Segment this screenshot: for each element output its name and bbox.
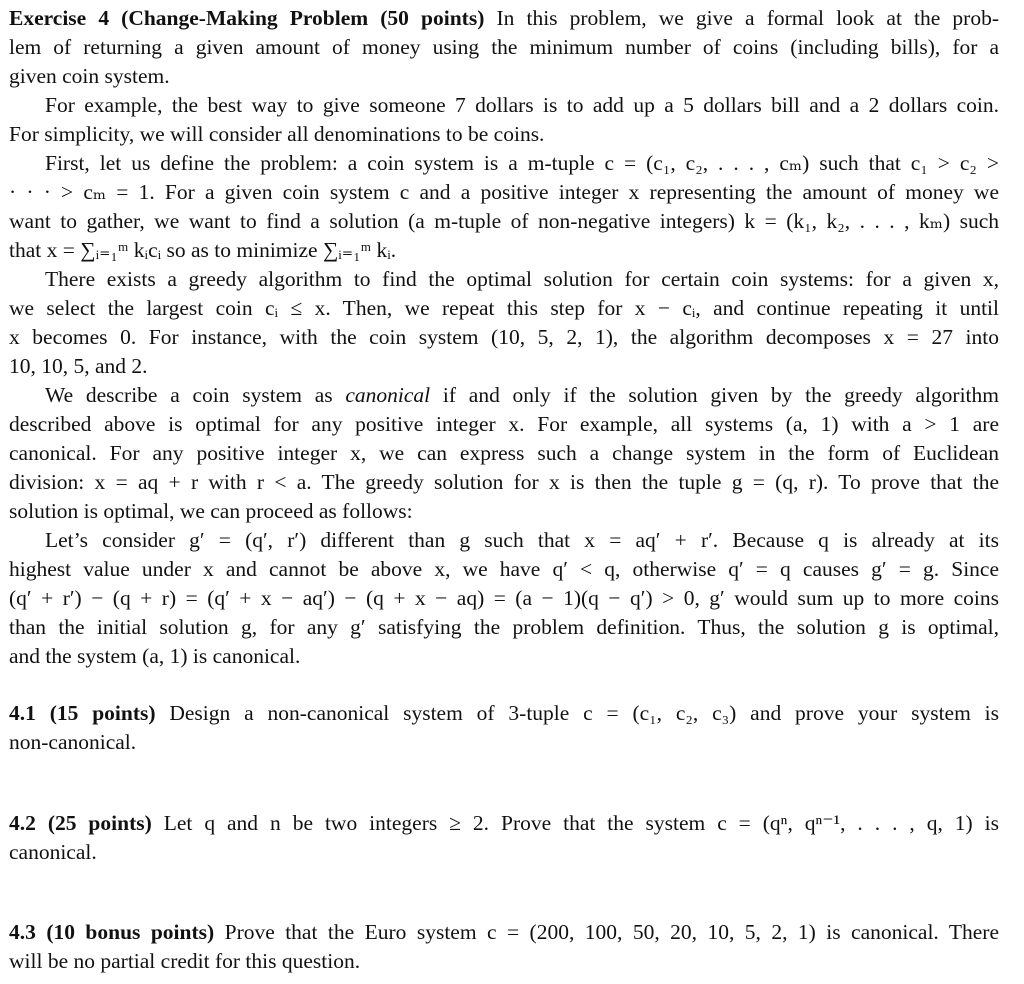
canonical-line-1	[9, 381, 999, 410]
canonical-term: canonical	[345, 383, 431, 407]
canonical-line-2: described above is optimal for any positive integer x. For example, all systems (a, 1) with a > 1 are	[9, 412, 999, 436]
exercise-text: In this problem, we give a formal look at the prob-	[484, 6, 999, 30]
definition-line-3: want to gather, we want to find a solution (a m-tuple of non-negative integers) k = (k₁, k₂, . . . , kₘ) such	[9, 209, 999, 233]
question-4-1-label: 4.1 (15 points)	[9, 701, 156, 725]
canonical-line-5: solution is optimal, we can proceed as follows:	[9, 499, 413, 523]
greedy-line-3: x becomes 0. For instance, with the coin system (10, 5, 2, 1), the algorithm decomposes x = 27 into	[9, 325, 999, 349]
example-line-1: For example, the best way to give someone 7 dollars is to add up a 5 dollars bill and a 2 dollars coin.	[45, 93, 999, 117]
question-4-2-line-2: canonical.	[9, 840, 97, 864]
question-4-3-text: Prove that the Euro system c = (200, 100, 50, 20, 10, 5, 2, 1) is canonical. There	[214, 920, 999, 944]
canonical-text-a: We describe a coin system as	[45, 383, 346, 407]
question-4-3-line-2: will be no partial credit for this question.	[9, 949, 361, 973]
definition-line-2: · · · > cₘ = 1. For a given coin system c and a positive integer x representing the amount of money we	[9, 180, 999, 204]
definition-line-1: First, let us define the problem: a coin system is a m-tuple c = (c₁, c₂, . . . , cₘ) such that c₁ > c₂ >	[45, 151, 999, 175]
canonical-line-3: canonical. For any positive integer x, we can express such a change system in the form of Euclidean	[9, 441, 999, 465]
question-4-3-label: 4.3 (10 bonus points)	[9, 920, 215, 944]
question-4-3	[9, 918, 999, 947]
question-4-1-text: Design a non-canonical system of 3-tuple c = (c₁, c₂, c₃) and prove your system is	[155, 701, 999, 725]
proof-line-2: highest value under x and cannot be above x, we have q′ < q, otherwise q′ = q causes g′ = g. Since	[9, 557, 999, 581]
proof-line-3: (q′ + r′) − (q + r) = (q′ + x − aq′) − (q + x − aq) = (a − 1)(q − q′) > 0, g′ would sum up to more coins	[9, 586, 999, 610]
question-4-1-line-2: non-canonical.	[9, 730, 137, 754]
proof-line-5: and the system (a, 1) is canonical.	[9, 644, 301, 668]
example-line-2: For simplicity, we will consider all denominations to be coins.	[9, 122, 545, 146]
proof-line-4: than the initial solution g, for any g′ satisfying the problem definition. Thus, the solution g is optimal,	[9, 615, 999, 639]
greedy-line-1: There exists a greedy algorithm to find the optimal solution for certain coin systems: for a given x,	[45, 267, 999, 291]
greedy-line-2: we select the largest coin cᵢ ≤ x. Then, we repeat this step for x − cᵢ, and continue repeating it until	[9, 296, 999, 320]
definition-line-4: that x = ∑ᵢ₌₁ᵐ kᵢcᵢ so as to minimize ∑ᵢ₌₁ᵐ kᵢ.	[9, 238, 397, 262]
question-4-2-text: Let q and n be two integers ≥ 2. Prove that the system c = (qⁿ, qⁿ⁻¹, . . . , q, 1) is	[151, 811, 999, 835]
canonical-text-b: if and only if the solution given by the greedy algorithm	[430, 383, 999, 407]
exercise-line-3: given coin system.	[9, 64, 170, 88]
greedy-line-4: 10, 10, 5, and 2.	[9, 354, 148, 378]
question-4-2	[9, 809, 999, 838]
question-4-1	[9, 699, 999, 728]
question-4-2-label: 4.2 (25 points)	[9, 811, 152, 835]
exercise-title: Exercise 4 (Change-Making Problem (50 points)	[9, 6, 485, 30]
exercise-line-1	[9, 4, 999, 33]
canonical-line-4: division: x = aq + r with r < a. The greedy solution for x is then the tuple g = (q, r). To prove that the	[9, 470, 999, 494]
exercise-line-2: lem of returning a given amount of money using the minimum number of coins (including bills), for a	[9, 35, 999, 59]
proof-line-1: Let’s consider g′ = (q′, r′) different than g such that x = aq′ + r′. Because q is already at its	[45, 528, 999, 552]
